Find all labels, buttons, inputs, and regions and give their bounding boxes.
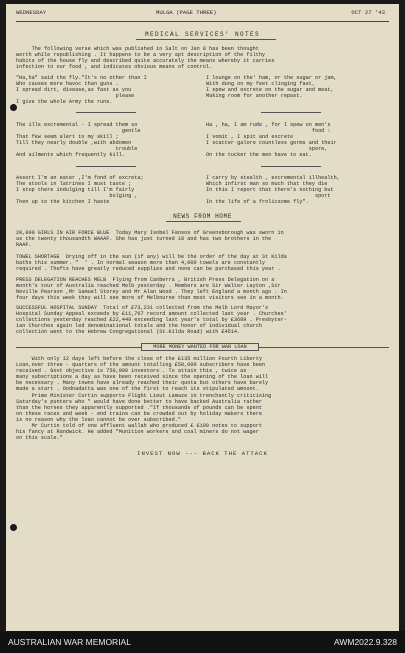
medical-intro: The following verse which was published in Salt on Jan 8 has been thought worth while republishing . It happens to be a very apt description of the filthy habits of the house fly and described quite accurately the means whereby it carries infection to our food , and indicates obvious means of control. (16, 46, 275, 71)
war-loan-slogan: INVEST NOW --- BACK THE ATTACK (137, 450, 268, 457)
document-page (6, 4, 399, 631)
war-loan-title: MORE MONEY WANTED FOR WAR LOAN (141, 343, 259, 351)
verse-2-left: The ills excremental - I spread them so gentle That few seem alert to my skill ; Till they nearly double ,with abdomen trouble And ailments which frequently kill. (16, 122, 141, 159)
war-loan-body: With only 12 days left before the close of the £135 million Fourth Liberty Loan,over three - quarters of the amount totalling £50,000 subscribers have been received . Govt objective is 750,000 investors . To attain this , twice as many subscriptions a day as have been received since the opening of the loan will be necessary . Many towns have already reached their quota but others have barely made a start . Oodnadatta was one of the first to reach its stipulated amount. Prime Minister Curtin supports Flight Lieut Lamaze in trenchantly criticising Saturday's punters who " would have done better to have backed Australia rather than the horses they apparently supported ."If thousands of pounds can be spent on these races and week - end trains can be crowded out by holiday makers there is no reason why the loan cannot be over subscribed." Mr Curtin told of one affluent wallah who produced £ £100 notes to support his fancy at Randwick. He added "Munition workers and coal miners do not wager on this scale." (16, 356, 272, 442)
header-publication: MULGA (PAGE THREE) (156, 9, 217, 16)
header-day: WEDNESDAY (16, 9, 47, 16)
news-item-towels: TOWEL SHORTAGE Drying off in the sun (if any) will be the order of the day at St Kilda baths this summer. " ' . In normal season more than 4,000 towels are constantly required . Thefts have greatly reduced supplies and none can be purchased this year . (16, 254, 287, 273)
title-underline (136, 39, 276, 40)
verse-3-right: I carry by stealth , excremental illhealth, Which infirst man so much that they die In this I report that there's nothing but sport In the life of a frolicsome fly". (206, 175, 340, 206)
verse-2-right: Ha , ha, I am rude , for I spew on men's food : I vomit , I spit and excrete I scatter galore countless germs and their spore, On the tucker the men have to eat. (206, 122, 337, 159)
loan-rule-left (16, 347, 141, 348)
medical-title: MEDICAL SERVICES' NOTES (144, 31, 260, 38)
verse-1-left: "Ha,ha" said the fly."It's no other than I Who causes more havoc than guns . I spread dirt, disease,as fast as you please I give the whole Army the runs. (16, 75, 147, 106)
verse-divider (261, 166, 321, 167)
verse-divider (76, 112, 136, 113)
header-rule (16, 21, 389, 22)
punch-hole (10, 524, 17, 531)
news-item-hospital: SUCCESSFUL HOSPITAL SUNDAY Total of £73,231 collected from the Melb Lord Mayor's Hospital Sunday Appeal exceeds by £11,767 record amount collected last year . Churches' collections yesterday reached £22,449 exceeding last year's total by £3689 . Presbyter- ian Churches again led denominational totals and the honor of individual church collection went to the Hebrew Congregational (St.Kilda Road) with £4514. (16, 305, 287, 336)
verse-3-left: Assort I'm an eater ,I'm fond of excreta; The stools in latrines I must taste ; I stop there indulging till I'm fairly bulging , Then up to the kitchen I haste (16, 175, 144, 206)
header-date: OCT 27 '43 (351, 9, 385, 16)
title-underline (166, 221, 241, 222)
news-item-press: PRESS DELEGATION REACHES MELB Flying from Canberra , British Press Delegation on a month's tour of Australia reached Melb yesterday . Members are Sir Walter Layton ,Sir Neville Pearson ,Mr Samuel Storey and Mr Alan Wood . They left England a month ago . In four days this week they will see more of Melbourne than most visitors see in a month. (16, 277, 287, 302)
page-header (16, 10, 389, 20)
news-item-waaaf: 20,000 GIRLS IN AIR FORCE BLUE Today Mary Isobel Fansos of Greensborough was sworn in as the twenty thousandth WAAAF. She has just turned 18 and has two brothers in the RAAF. (16, 230, 284, 249)
verse-divider (76, 166, 136, 167)
verse-divider (261, 112, 321, 113)
archive-footer (0, 631, 405, 653)
news-title: NEWS FROM HOME (173, 213, 232, 220)
archive-reference: AWM2022.9.328 (334, 637, 397, 647)
verse-1-right: I lounge on the' ham, or the sugar or jam, With dung on my feet clinging fast, I spew and excrete on the sugar and meat, Making room for another repast. (206, 75, 337, 100)
loan-rule-right (259, 347, 389, 348)
archive-name: AUSTRALIAN WAR MEMORIAL (8, 637, 131, 647)
